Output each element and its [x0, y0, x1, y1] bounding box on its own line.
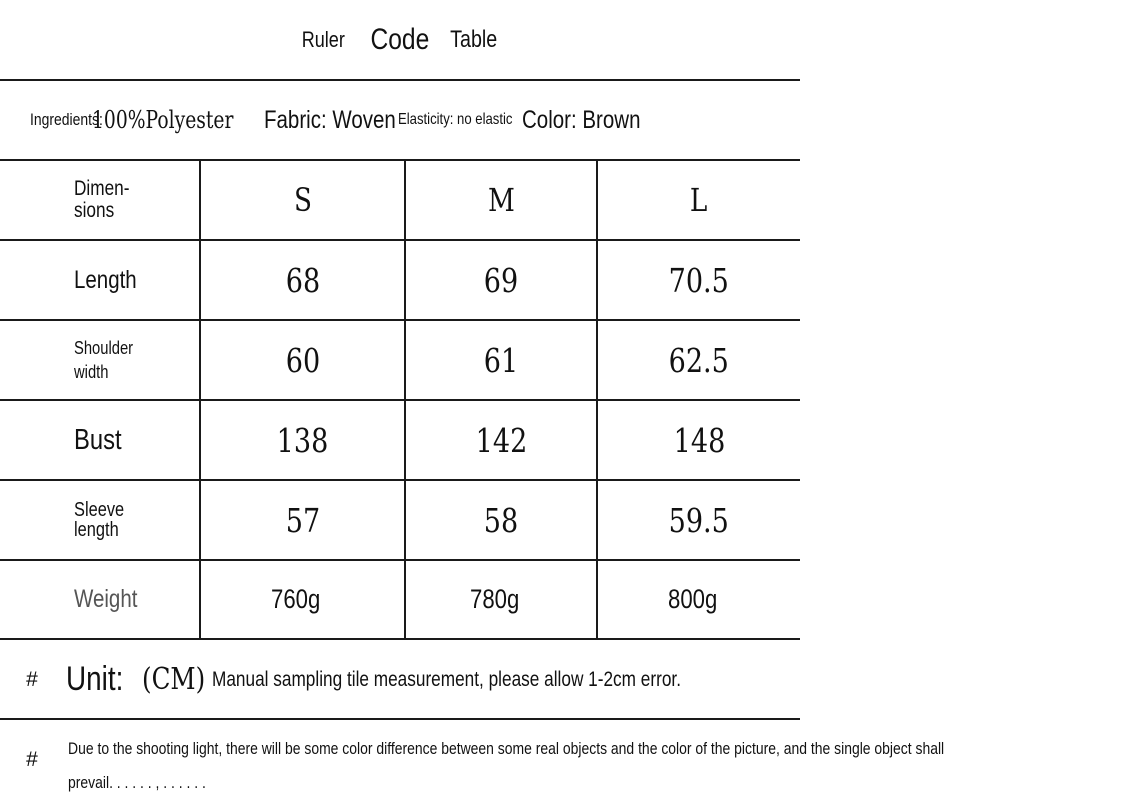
table-cell: 59.5	[668, 500, 730, 540]
table-cell: 780g	[470, 584, 520, 614]
table-cell: 62.5	[668, 340, 730, 380]
color-info: Color: Brown	[522, 105, 641, 134]
unit-value: (CM)	[142, 662, 206, 697]
table-cell: 70.5	[668, 260, 730, 300]
elasticity-info: Elasticity: no elastic	[398, 111, 513, 128]
disclaimer-line-2: prevail. . . . . . , . . . . . .	[68, 773, 206, 792]
title-word-table: Table	[450, 26, 498, 53]
row-label-shoulder-width: Shoulder width	[74, 338, 134, 382]
table-cell: 58	[483, 500, 519, 540]
table-cell: 69	[483, 260, 519, 300]
table-cell: 60	[285, 340, 320, 380]
table-cell: 138	[276, 420, 329, 460]
row-label-sleeve-length: Sleeve length	[74, 499, 125, 541]
unit-note: Manual sampling tile measurement, please allow 1-2cm error.	[212, 667, 681, 691]
row-label-weight: Weight	[74, 585, 138, 613]
table-cell: 142	[475, 420, 527, 460]
table-cell: 57	[285, 500, 320, 540]
ingredients-label: Ingredients:	[30, 110, 103, 129]
table-cell: 68	[285, 260, 320, 300]
ingredients-info	[30, 80, 260, 160]
ingredients-value: 100%Polyester	[92, 106, 234, 134]
header-size-s: S	[293, 181, 312, 219]
chart-title	[0, 0, 800, 80]
table-cell: 61	[483, 340, 519, 380]
unit-label: Unit:	[66, 660, 124, 698]
disclaimer-text	[68, 732, 945, 800]
fabric-info: Fabric: Woven	[264, 105, 396, 134]
title-word-code: Code	[370, 23, 429, 56]
header-dimensions: Dimen- sions	[74, 177, 130, 222]
header-size-l: L	[690, 181, 708, 219]
disclaimer-line-1: Due to the shooting light, there will be some color difference between some real objects and the color of the picture, and the single object shall	[68, 739, 945, 758]
title-word-ruler: Ruler	[301, 27, 346, 52]
header-size-m: M	[487, 181, 515, 219]
table-cell: 800g	[668, 584, 718, 614]
row-label-bust: Bust	[74, 423, 122, 456]
unit-hash: #	[26, 667, 38, 691]
table-cell: 148	[673, 420, 725, 460]
disclaimer-hash: #	[26, 748, 38, 771]
table-cell: 760g	[271, 584, 321, 614]
row-label-length: Length	[74, 265, 137, 294]
